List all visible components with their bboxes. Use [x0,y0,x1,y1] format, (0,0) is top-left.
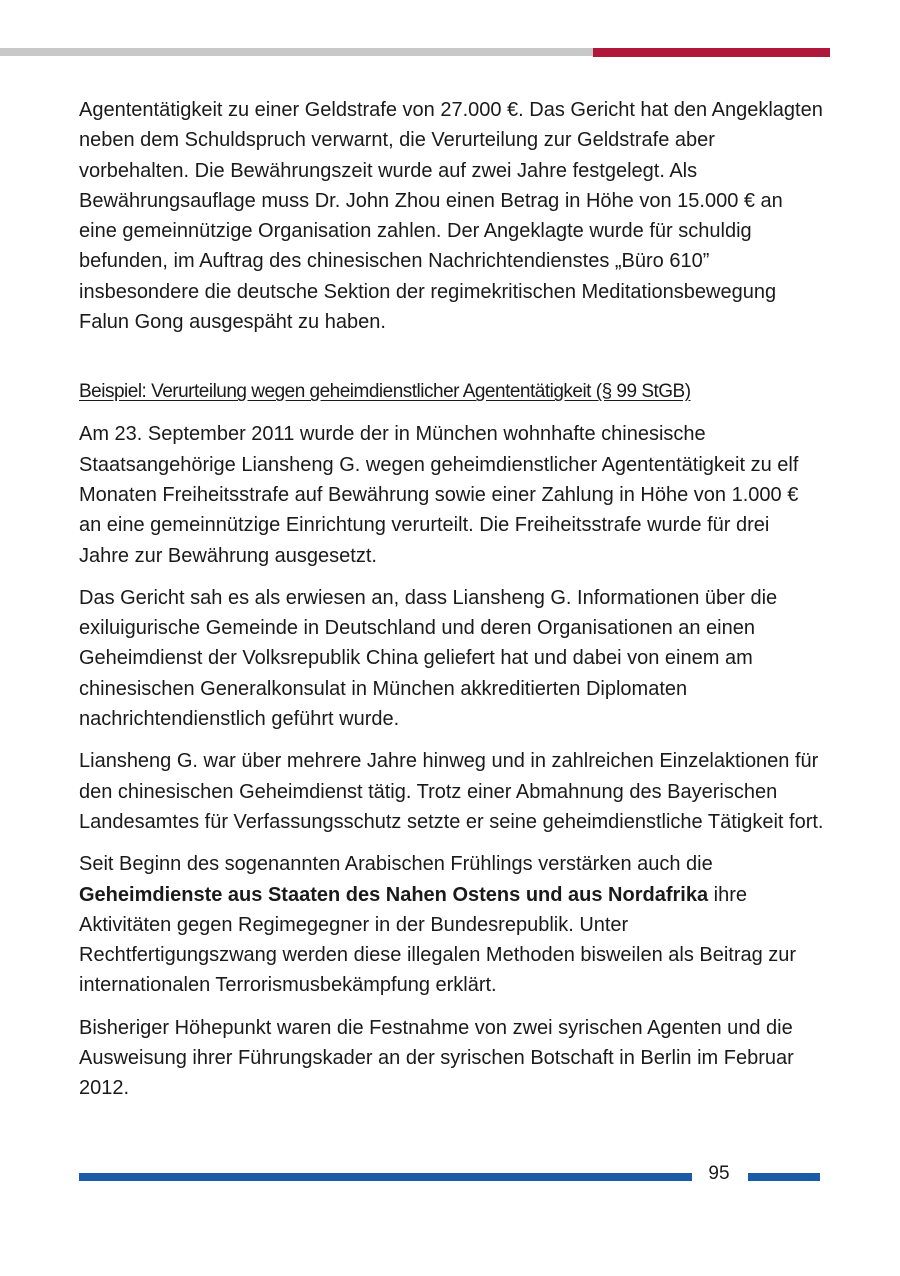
header-rule-grey [0,48,593,56]
page-body [79,95,824,1116]
paragraph-arab-spring [79,849,824,1000]
example-heading: Beispiel: Verurteilung wegen geheimdienstlicher Agententätigkeit (§ 99 StGB) [79,381,691,403]
paragraph-court-finding: Das Gericht sah es als erwiesen an, dass Liansheng G. Informationen über die exiluigurische Gemeinde in Deutschland und deren Organisationen an einen Geheimdienst der Volksrepublik China geliefert hat und dabei von einem am chinesischen Generalkonsulat in München akkreditierten Diplomaten nachrichtendienstlich geführt wurde. [79,586,778,731]
header-rule-red [593,48,830,57]
paragraph-syrian-agents: Bisheriger Höhepunkt waren die Festnahme von zwei syrischen Agenten und die Ausweisung ihrer Führungskader an der syrischen Botschaft in Berlin im Februar 2012. [79,1016,794,1100]
arab-spring-bold-text: Geheimdienste aus Staaten des Nahen Ostens und aus Nordafrika [79,883,709,906]
paragraph-verdict-liansheng: Am 23. September 2011 wurde der in München wohnhafte chinesische Staatsangehörige Liansheng G. wegen geheimdienstlicher Agententätigkeit zu elf Monaten Freiheitsstrafe auf Bewährung sowie einer Zahlung in Höhe von 1.000 € an eine gemeinnützige Einrichtung verurteilt. Die Freiheitsstrafe wurde für drei Jahre zur Bewährung ausgesetzt. [79,423,799,567]
footer-rule-left [79,1173,692,1181]
paragraph-activity: Liansheng G. war über mehrere Jahre hinweg und in zahlreichen Einzelaktionen für den chinesischen Geheimdienst tätig. Trotz einer Abmahnung des Bayerischen Landesamtes für Verfassungsschutz setzte er seine geheimdienstliche Tätigkeit fort. [79,750,824,833]
paragraph-verdict-zhou: Agententätigkeit zu einer Geldstrafe von 27.000 €. Das Gericht hat den Angeklagten neben dem Schuldspruch verwarnt, die Verurteilung zur Geldstrafe aber vorbehalten. Die Bewährungszeit wurde auf zwei Jahre festgelegt. Als Bewährungsauflage muss Dr. John Zhou einen Betrag in Höhe von 15.000 € an eine gemeinnützige Organisation zahlen. Der Angeklagte wurde für schuldig befunden, im Auftrag des chinesischen Nachrichtendienstes „Büro 610” insbesondere die deutsche Sektion der regimekritischen Meditationsbewegung Falun Gong ausgespäht zu haben. [79,99,823,334]
arab-spring-text-start: Seit Beginn des sogenannten Arabischen Frühlings verstärken auch die [79,853,713,876]
footer-rule-right [748,1173,820,1181]
arab-spring-text-end: ihre Aktivitäten gegen Regimegegner in der Bundesrepublik. Unter Rechtfertigungszwang werden diese illegalen Methoden bisweilen als Beitrag zur internationalen Terrorismusbekämpfung erklärt. [79,883,797,997]
page-number: 95 [708,1163,730,1184]
